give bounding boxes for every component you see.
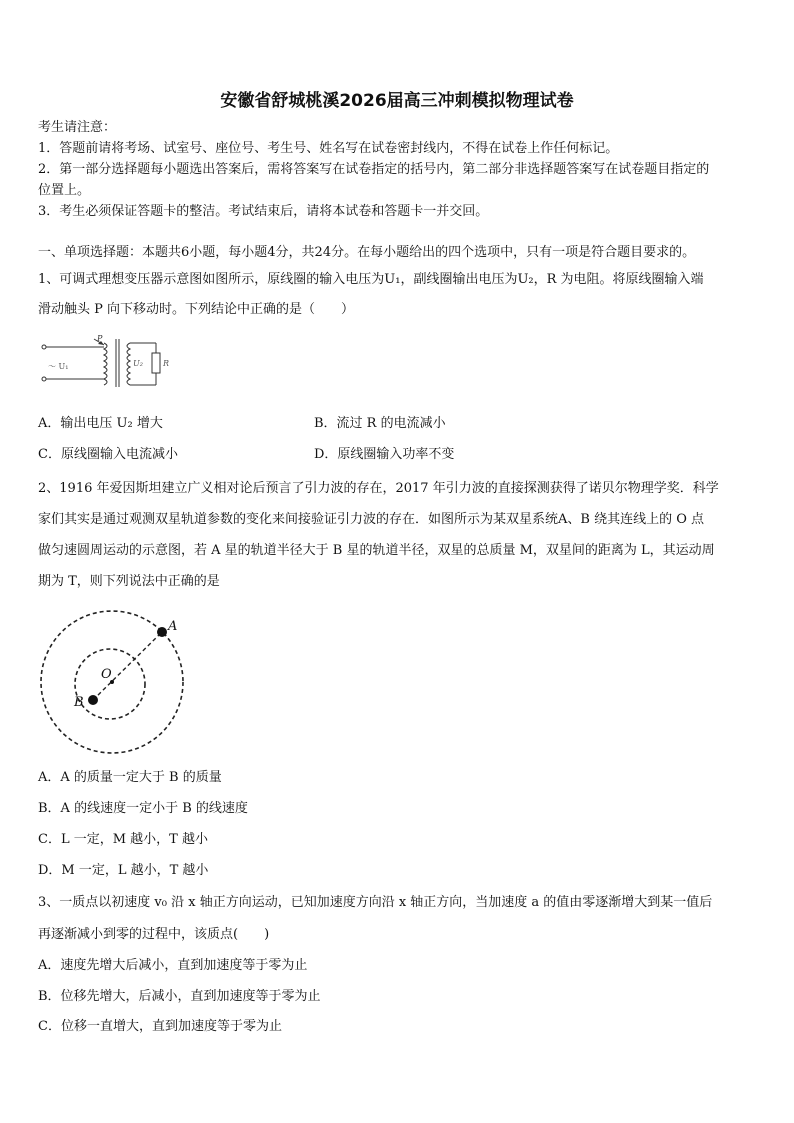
notice-heading: 考生请注意： xyxy=(38,120,117,135)
page-title: 安徽省舒城桃溪2026届高三冲刺模拟物理试卷 xyxy=(220,91,574,111)
q2-stem-line2: 家们其实是通过观测双星轨道参数的变化来间接验证引力波的存在．如图所示为某双星系统A、B 绕其连线上的 O 点 xyxy=(38,512,704,527)
notice-item-3: 3．考生必须保证答题卡的整洁。考试结束后，请将本试卷和答题卡一并交回。 xyxy=(38,204,489,219)
q2-option-c[interactable]: C．L 一定，M 越小，T 越小 xyxy=(38,832,208,847)
star-b xyxy=(88,695,98,705)
q2-option-d[interactable]: D．M 一定，L 越小，T 越小 xyxy=(38,863,209,878)
section-heading: 一、单项选择题：本题共6小题，每小题4分，共24分。在每小题给出的四个选项中，只有一项是符合题目要求的。 xyxy=(38,245,696,260)
notice-item-2-cont: 位置上。 xyxy=(38,183,91,198)
label-a: A xyxy=(168,619,178,634)
q2-option-a[interactable]: A．A 的质量一定大于 B 的质量 xyxy=(38,770,222,785)
label-b: B xyxy=(74,695,84,710)
q1-stem-line2: 滑动触头 P 向下移动时。下列结论中正确的是（ ） xyxy=(38,302,355,317)
q1-option-a[interactable]: A．输出电压 U₂ 增大 xyxy=(38,416,163,431)
q3-option-c[interactable]: C．位移一直增大，直到加速度等于零为止 xyxy=(38,1019,282,1034)
label-r: R xyxy=(163,359,170,368)
transformer-diagram xyxy=(38,333,178,391)
label-p: P xyxy=(97,334,103,343)
q3-option-b[interactable]: B．位移先增大，后减小，直到加速度等于零为止 xyxy=(38,989,321,1004)
q3-stem-line2: 再逐渐减小到零的过程中，该质点( ) xyxy=(38,927,270,942)
q2-option-b[interactable]: B．A 的线速度一定小于 B 的线速度 xyxy=(38,801,248,816)
label-u2: U₂ xyxy=(133,359,143,368)
notice-item-2: 2．第一部分选择题每小题选出答案后，需将答案写在试卷指定的括号内，第二部分非选择题答案写在试卷题目指定的 xyxy=(38,162,710,177)
q2-stem-line1: 2、1916 年爱因斯坦建立广义相对论后预言了引力波的存在，2017 年引力波的直接探测获得了诺贝尔物理学奖．科学 xyxy=(38,481,719,496)
q3-stem-line1: 3、一质点以初速度 v₀ 沿 x 轴正方向运动，已知加速度方向沿 x 轴正方向，当加速度 a 的值由零逐渐增大到某一值后 xyxy=(38,895,713,910)
q1-stem-line1: 1、可调式理想变压器示意图如图所示，原线圈的输入电压为U₁，副线圈输出电压为U₂，R 为电阻。将原线圈输入端 xyxy=(38,272,704,287)
label-o: O xyxy=(101,667,112,682)
label-u1: ～ U₁ xyxy=(48,362,69,371)
star-a xyxy=(157,627,167,637)
q2-stem-line3: 做匀速圆周运动的示意图，若 A 星的轨道半径大于 B 星的轨道半径，双星的总质量 M，双星间的距离为 L，其运动周 xyxy=(38,543,715,558)
q3-option-a[interactable]: A．速度先增大后减小，直到加速度等于零为止 xyxy=(38,958,308,973)
q1-option-c[interactable]: C．原线圈输入电流减小 xyxy=(38,447,178,462)
q1-option-d[interactable]: D．原线圈输入功率不变 xyxy=(314,447,455,462)
notice-item-1: 1．答题前请将考场、试室号、座位号、考生号、姓名写在试卷密封线内，不得在试卷上作任何标记。 xyxy=(38,141,619,156)
q1-option-b[interactable]: B．流过 R 的电流减小 xyxy=(314,416,446,431)
binary-star-diagram xyxy=(38,606,188,756)
q2-stem-line4: 期为 T，则下列说法中正确的是 xyxy=(38,574,220,589)
